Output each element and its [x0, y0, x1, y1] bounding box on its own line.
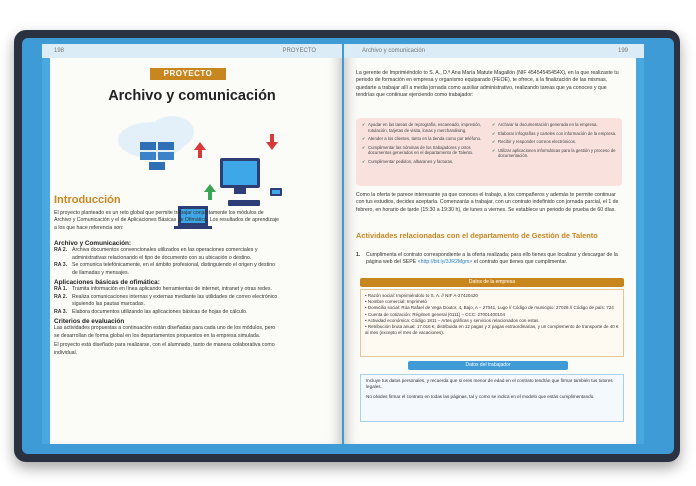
task-item: ✔ Ayudar en las tareas de reprografía, escaneado, impresión, rotulación, tarjetas de visita, lonas y merchandising. [362, 122, 490, 133]
worker-text-2: No olvides firmar el contrato en todas las páginas, tal y como se indica en el modelo que estás cumplimentando. [366, 393, 595, 399]
right-page-header [344, 44, 644, 58]
worker-data-box [360, 374, 624, 422]
activity-1-text-b: el contrato que tienes que cumplimentar. [472, 259, 568, 266]
task-item: ✔ Elaborar infografías y carteles con información de la empresa. [492, 131, 620, 137]
company-item: • Retribución bruta anual: 17.016 €, distribuida en 12 pagas y 2 pagas extraordinarias, y un complemento de transporte de 40 € al mes (excepto el mes de vacaciones). [365, 324, 619, 336]
phone-icon [270, 188, 282, 196]
criteria-text-1: Las actividades propuestas a continuación están diseñadas para cada uno de los módulos, pero se desarrollan de forma global en los departamentos propuestos en la empresa simulada. [54, 325, 276, 339]
cloud-icon [118, 116, 194, 158]
company-item: • Actividad económica: Código 1811 – Artes gráficas y servicios relacionados con estas. [365, 317, 540, 323]
right-page-edge-strip [636, 44, 644, 444]
task-item: ✔ Cumplimentar las nóminas de los trabajadores y otros documentos generados en el departamento de Talento. [362, 145, 490, 156]
ra-text: Archiva documentos convencionales utilizados en las operaciones comerciales y administrativas relacionando el tipo de documento con su ubicación o destino. [72, 247, 258, 261]
project-badge: PROYECTO [150, 68, 226, 80]
page-title: Archivo y comunicación [108, 88, 276, 104]
activity-1 [356, 252, 622, 267]
sepe-link[interactable]: <http://bit.ly/3JR2Mgm> [417, 259, 473, 266]
criteria-heading: Criterios de evaluación [54, 318, 125, 326]
ra-key: RA 3. [54, 308, 68, 315]
task-item: ✔ Utilizar aplicaciones informáticas para la gestión y proceso de documentación. [492, 148, 620, 159]
section2-heading: Aplicaciones básicas de ofimática: [54, 279, 160, 287]
task-item: ✔ Atender a los clientes, tanto en la tienda como por teléfono. [362, 136, 490, 142]
tasks-right-column [492, 122, 620, 162]
task-item: ✔ Archivar la documentación generada en la empresa. [492, 122, 620, 128]
gerente-intro-text: La gerente de Imprimiéndolo to S. A., D.ª Ana María Matute Magallón (NIF 45454545454X), en la que realizaste tu periodo de formación en empresa y organismo equiparado (FEOE), te ofrece, a la finalización de las mismas, quedarte a trabajar allí a media jornada como auxiliar administrativo, realizando tareas que ya conoces y que tendrías que continuar ejerciendo como trabajador: [356, 70, 619, 99]
ra-item [54, 262, 280, 277]
worker-text-1: Incluye tus datos personales, y recuerda que si eres menor de edad en el contrato tendrán que firmar también tus tutores legales. [366, 378, 613, 390]
ra-key: RA 1. [54, 286, 68, 293]
left-page-number: 198 [54, 48, 65, 54]
company-item: • Razón social: Imprimiéndolo to S. A. // NIF A-27420420 [365, 293, 478, 298]
intro-text: El proyecto planteado es un reto global que permite trabajar conjuntamente los módulos de Archivo y Comunicación y el de Aplicaciones Básicas de Ofimática. Los resultados de aprendizaje a los que hace referencia son: [54, 210, 279, 231]
activity-1-number: 1. [356, 252, 361, 258]
activities-heading: Actividades relacionadas con el departamento de Gestión de Talento [356, 231, 598, 240]
ra-text: Elabora documentos utilizando las aplicaciones básicas de hojas de cálculo. [72, 308, 248, 315]
company-item: • Domicilio social: Rúa Rafael de Vega Doutor, 4, Bajo, A – 27041, Lugo // Código de municipio: 27028 // Código de país: 724 [365, 305, 614, 311]
right-page-header-section: Archivo y comunicación [362, 48, 426, 54]
ra-item [54, 294, 280, 309]
criteria-text-2: El proyecto está diseñado para realizarse, con el alumnado, tanto de manera colaborativa como individual. [54, 342, 275, 356]
sync-arrow-icon [204, 184, 216, 200]
ra-key: RA 2. [54, 293, 68, 300]
section1-heading: Archivo y Comunicación: [54, 240, 132, 247]
task-item: ✔ Recibir y responder correos electrónicos. [492, 139, 620, 145]
company-data-box [360, 289, 624, 357]
company-data-bar: Datos de la empresa [360, 278, 624, 287]
ra-text: Tramita información en línea aplicando herramientas de internet, intranet y otras redes. [72, 286, 272, 293]
monitor-icon [220, 158, 260, 206]
ra-item [54, 309, 280, 316]
left-page [42, 44, 342, 444]
ra-key: RA 3. [54, 262, 68, 269]
ra-key: RA 2. [54, 247, 68, 254]
ra-item [54, 247, 280, 262]
activity-1-text-a: Cumplimenta el contrato correspondiente a la oferta realizada; para ello tienes que localizar y descargar de la página web del SEPE [366, 252, 618, 266]
download-arrow-icon [266, 134, 278, 150]
company-item: • Nombre comercial: Imprimetó [365, 299, 427, 305]
tasks-box [356, 118, 622, 186]
tasks-left-column [362, 122, 490, 168]
ra-text: Se comunica telefónicamente, en el ámbito profesional, distinguiendo el origen y destino de llamadas y mensajes. [72, 262, 276, 276]
intro-heading: Introducción [54, 194, 121, 206]
ra-item [54, 286, 280, 293]
offer-text: Como la oferta te parece interesante ya que conoces el trabajo, a los compañeros y además te permite continuar con tus estudios, decides aceptarla. Comenzarás a trabajar, con un contrato indefinido con jornada parcial, el 1 de febrero, en horario de tarde (15:30 a 19:30 h), de lunes a viernes. Se establece un periodo de prueba de 60 días. [356, 192, 619, 213]
upload-arrow-icon [194, 142, 206, 158]
left-page-header-section: PROYECTO [282, 48, 316, 54]
left-page-header [42, 44, 342, 58]
right-page [344, 44, 644, 444]
company-item: • Cuenta de cotización: Régimen general (0111) – CCC: 27001400104 [365, 311, 505, 317]
worker-data-bar: Datos del trabajador [408, 361, 568, 370]
task-item: ✔ Cumplimentar pedidos, albaranes y facturas. [362, 159, 490, 165]
right-page-number: 199 [617, 48, 628, 54]
ra-text: Realiza comunicaciones internas y externas mediante las utilidades de correo electrónico siguiendo las pautas marcadas. [72, 293, 278, 308]
left-page-edge-strip [42, 44, 50, 444]
